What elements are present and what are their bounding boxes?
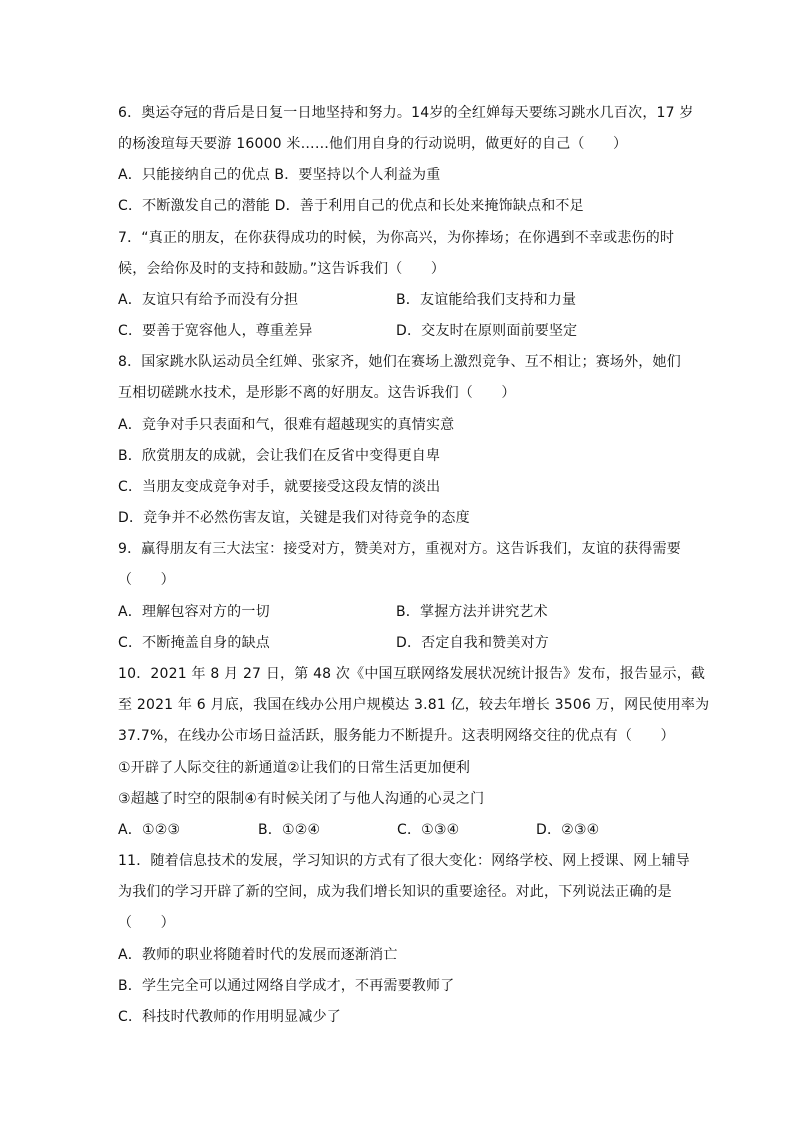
q8-option-b: B．欣赏朋友的成就，会让我们在反省中变得更自卑	[118, 448, 441, 464]
q10-option-c: C．①③④	[397, 822, 460, 838]
q7-stem-line1: 7．“真正的朋友，在你获得成功的时候，为你高兴，为你捧场；在你遇到不幸或悲伤的时	[118, 230, 675, 246]
q10-option-a: A．①②③	[118, 822, 181, 838]
q7-option-row1	[118, 290, 577, 310]
q11-stem-line2: 为我们的学习开辟了新的空间，成为我们增长知识的重要途径。对此，下列说法正确的是	[118, 884, 672, 900]
q7-option-row2	[118, 321, 578, 341]
q6-options-cd: C．不断激发自己的潜能 D．善于利用自己的优点和长处来掩饰缺点和不足	[118, 198, 584, 214]
q9-option-a: A．理解包容对方的一切	[118, 604, 270, 620]
q9-option-row1	[118, 602, 548, 622]
q6-stem-line1: 6．奥运夺冠的背后是日复一日地坚持和努力。14岁的全红婵每天要练习跳水几百次，17 岁	[118, 105, 694, 121]
q10-option-d: D．②③④	[536, 822, 600, 838]
q8-stem-line1: 8．国家跳水队运动员全红婵、张家齐，她们在赛场上激烈竞争、互不相让；赛场外，她们	[118, 354, 681, 370]
q9-option-d: D．否定自我和赞美对方	[396, 635, 549, 651]
q11-option-c: C．科技时代教师的作用明显减少了	[118, 1009, 341, 1025]
q10-stem-line3: 37.7%，在线办公市场日益活跃，服务能力不断提升。这表明网络交往的优点有（ ）	[118, 728, 675, 744]
q7-option-d: D．交友时在原则面前要坚定	[396, 323, 578, 339]
q11-stem-line1: 11．随着信息技术的发展，学习知识的方式有了很大变化：网络学校、网上授课、网上辅导	[118, 853, 691, 869]
q7-option-a: A．友谊只有给予而没有分担	[118, 292, 299, 308]
q9-stem-line2: （ ）	[118, 572, 175, 588]
q10-option-b: B．①②④	[258, 822, 321, 838]
q8-option-c: C．当朋友变成竞争对手，就要接受这段友情的淡出	[118, 479, 441, 495]
q9-option-row2	[118, 633, 549, 653]
q7-stem-line2: 候，会给你及时的支持和鼓励。”这告诉我们（ ）	[118, 261, 446, 277]
q11-option-b: B．学生完全可以通过网络自学成才，不再需要教师了	[118, 978, 455, 994]
q8-stem-line2: 互相切磋跳水技术，是形影不离的好朋友。这告诉我们（ ）	[118, 385, 516, 401]
q9-option-b: B．掌握方法并讲究艺术	[396, 604, 548, 620]
q10-stem-line1: 10．2021 年 8 月 27 日，第 48 次《中国互联网络发展状况统计报告》发布，报告显示，截	[118, 666, 706, 682]
q7-option-c: C．要善于宽容他人，尊重差异	[118, 323, 313, 339]
q9-option-c: C．不断掩盖自身的缺点	[118, 635, 270, 651]
q8-option-a: A．竞争对手只表面和气，很难有超越现实的真情实意	[118, 417, 455, 433]
q10-items-12: ①开辟了人际交往的新通道②让我们的日常生活更加便利	[118, 760, 471, 776]
q11-stem-line3: （ ）	[118, 915, 175, 931]
q6-stem-line2: 的杨浚瑄每天要游 16000 米……他们用自身的行动说明，做更好的自己（ ）	[118, 136, 628, 152]
q9-stem-line1: 9．赢得朋友有三大法宝：接受对方，赞美对方，重视对方。这告诉我们，友谊的获得需要	[118, 541, 681, 557]
q11-option-a: A．教师的职业将随着时代的发展而逐渐消亡	[118, 947, 398, 963]
q8-option-d: D．竞争并不必然伤害友谊，关键是我们对待竞争的态度	[118, 510, 470, 526]
q10-stem-line2: 至 2021 年 6 月底，我国在线办公用户规模达 3.81 亿，较去年增长 3506 万，网民使用率为	[118, 697, 710, 713]
q10-items-34: ③超越了时空的限制④有时候关闭了与他人沟通的心灵之门	[118, 791, 485, 807]
q6-options-ab: A．只能接纳自己的优点 B．要坚持以个人利益为重	[118, 167, 441, 183]
q7-option-b: B．友谊能给我们支持和力量	[396, 292, 577, 308]
